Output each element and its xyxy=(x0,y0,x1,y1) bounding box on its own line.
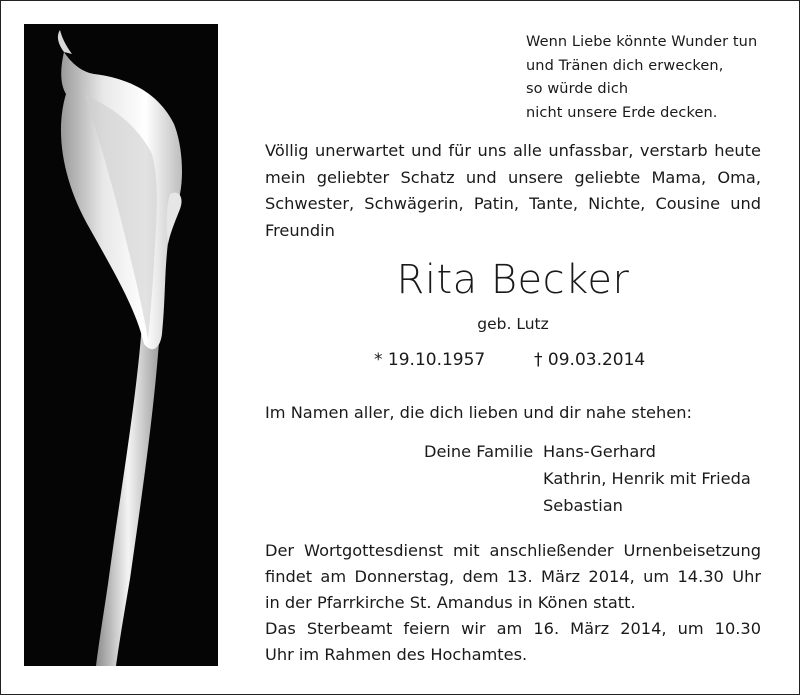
poem-line: und Tränen dich erwecken, xyxy=(526,57,724,74)
mourners-intro: Im Namen aller, die dich lieben und dir nahe stehen: xyxy=(265,403,692,422)
birth-date: * 19.10.1957 xyxy=(374,350,486,370)
family-name: Sebastian xyxy=(543,496,623,515)
calla-lily-photo xyxy=(24,24,218,666)
family-name: Hans-Gerhard xyxy=(543,442,656,461)
birth-name: geb. Lutz xyxy=(477,315,549,333)
service-line: Uhr im Rahmen des Hochamtes. xyxy=(265,645,528,664)
poem-line: so würde dich xyxy=(526,81,629,97)
death-date: † 09.03.2014 xyxy=(534,350,646,370)
announcement-text: Völlig unerwartet und für uns alle unfassbar, verstarb heute mein geliebter Schatz und unsere geliebte Mama, Oma, Schwester, Schwägerin, Patin, Tante, Nichte, Cousine und Freundin xyxy=(265,141,761,240)
family-label: Deine Familie xyxy=(424,442,534,461)
deceased-name: Rita Becker xyxy=(396,257,630,303)
service-line: in der Pfarrkirche St. Amandus in Könen statt. xyxy=(265,593,636,612)
family-names xyxy=(543,438,751,519)
poem xyxy=(526,31,786,125)
poem-line: nicht unsere Erde decken. xyxy=(526,104,718,121)
service-line: Das Sterbeamt feiern wir am 16. März 2014, um 10.30 xyxy=(265,619,761,638)
poem-line: Wenn Liebe könnte Wunder tun xyxy=(526,34,758,50)
family-name: Kathrin, Henrik mit Frieda xyxy=(543,469,751,488)
service-info xyxy=(265,538,761,668)
service-line: Der Wortgottesdienst mit anschließender Urnenbeisetzung xyxy=(265,541,761,560)
calla-lily-icon xyxy=(24,24,218,666)
service-line: findet am Donnerstag, dem 13. März 2014, um 14.30 Uhr xyxy=(265,567,761,586)
